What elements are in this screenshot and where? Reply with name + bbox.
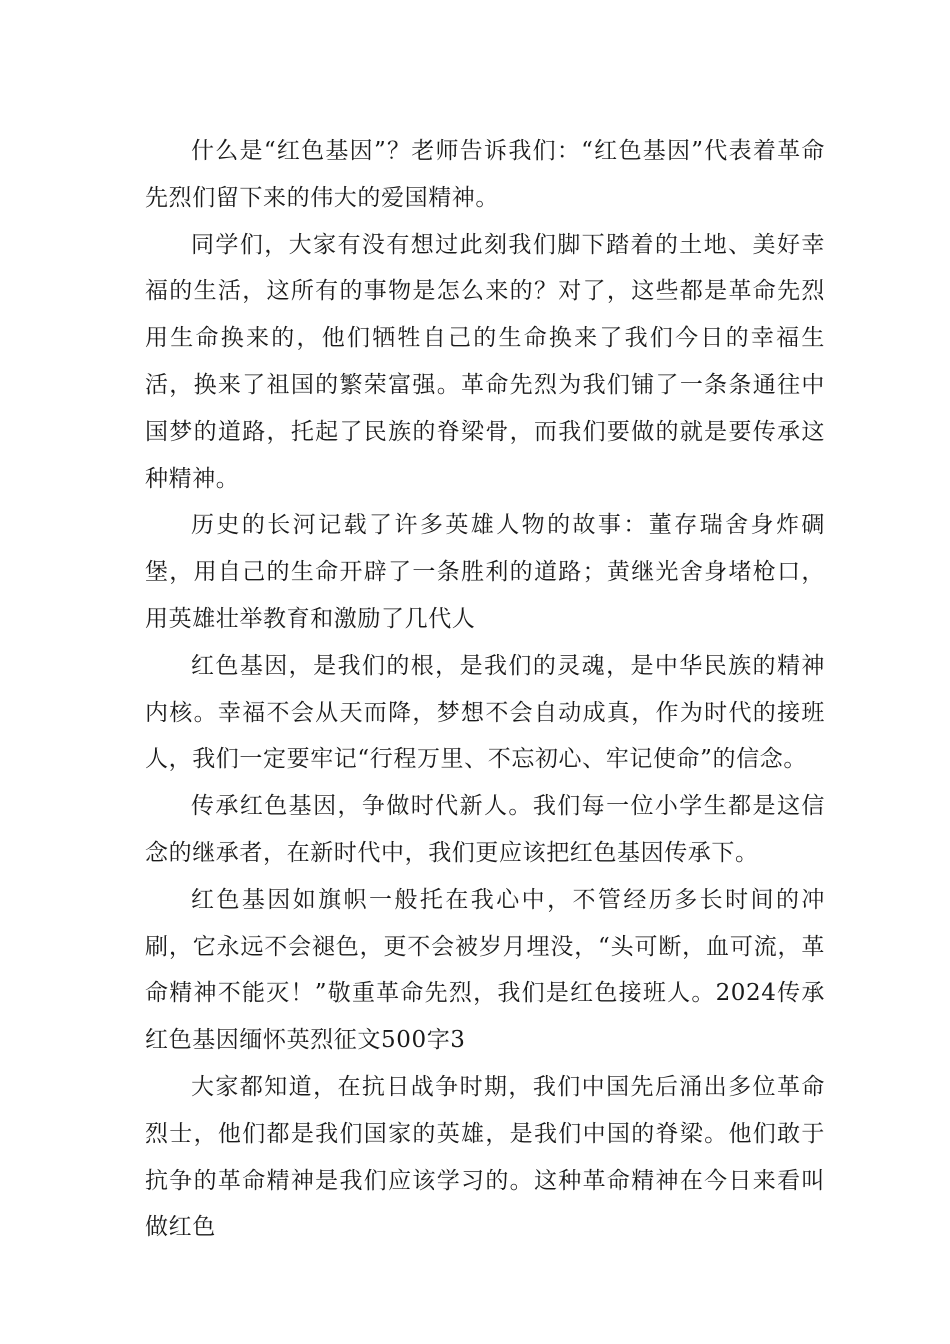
- paragraph-3: 历史的长河记载了许多英雄人物的故事：董存瑞舍身炸碉堡，用自己的生命开辟了一条胜利的道路；黄继光舍身堵枪口，用英雄壮举教育和激励了几代人: [145, 512, 825, 632]
- paragraph-4: 红色基因，是我们的根，是我们的灵魂，是中华民族的精神内核。幸福不会从天而降，梦想不会自动成真，作为时代的接班人，我们一定要牢记“行程万里、不忘初心、牢记使命”的信念。: [145, 652, 825, 773]
- document-body: [145, 128, 825, 1251]
- paragraph-6: 红色基因如旗帜一般托在我心中，不管经历多长时间的冲刷，它永远不会褪色，更不会被岁月埋没，“头可断，血可流，革命精神不能灭！”敬重革命先烈，我们是红色接班人。2024传承红色基因缅怀英烈征文500字3: [145, 886, 825, 1054]
- paragraph-5: 传承红色基因，争做时代新人。我们每一位小学生都是这信念的继承者，在新时代中，我们更应该把红色基因传承下。: [145, 793, 825, 866]
- paragraph-1: 什么是“红色基因”？老师告诉我们：“红色基因”代表着革命先烈们留下来的伟大的爱国精神。: [145, 138, 825, 211]
- paragraph-2: 同学们，大家有没有想过此刻我们脚下踏着的土地、美好幸福的生活，这所有的事物是怎么来的？对了，这些都是革命先烈用生命换来的，他们牺牲自己的生命换来了我们今日的幸福生活，换来了祖国的繁荣富强。革命先烈为我们铺了一条条通往中国梦的道路，托起了民族的脊梁骨，而我们要做的就是要传承这种精神。: [145, 231, 825, 492]
- paragraph-7: 大家都知道，在抗日战争时期，我们中国先后涌出多位革命烈士，他们都是我们国家的英雄，是我们中国的脊梁。他们敢于抗争的革命精神是我们应该学习的。这种革命精神在今日来看叫做红色: [145, 1073, 825, 1241]
